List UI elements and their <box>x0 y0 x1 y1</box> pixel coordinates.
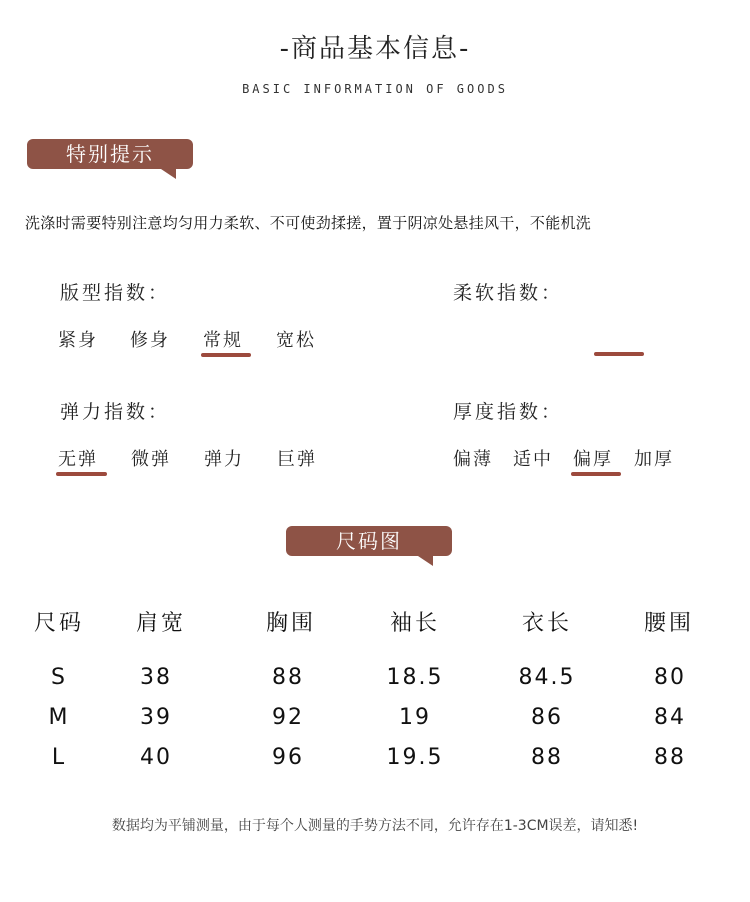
elasticity-selected-underline <box>56 472 107 476</box>
size-table-cell: 19.5 <box>386 745 444 770</box>
size-table-header: 腰围 <box>643 611 694 636</box>
thickness-option-selected: 偏厚 <box>573 449 613 470</box>
size-table-cell: 96 <box>272 745 304 770</box>
fit-option: 修身 <box>130 330 170 351</box>
notice-badge-tail <box>158 167 176 179</box>
size-table-header: 胸围 <box>265 611 316 636</box>
elasticity-option-selected: 无弹 <box>58 449 98 470</box>
size-chart-badge <box>286 526 452 556</box>
size-table-cell: 84 <box>654 705 686 730</box>
size-chart-badge-label: 尺码图 <box>336 529 402 553</box>
notice-badge <box>27 139 193 169</box>
size-table-header: 尺码 <box>33 611 84 636</box>
measurement-footnote: 数据均为平铺测量，由于每个人测量的手势方法不同，允许存在1-3CM误差，请知悉! <box>111 818 639 834</box>
size-table-cell: S <box>51 665 67 690</box>
size-table-header: 衣长 <box>521 611 572 636</box>
page-subtitle: BASIC INFORMATION OF GOODS <box>242 82 508 96</box>
size-table-cell: 39 <box>140 705 172 730</box>
elasticity-option: 巨弹 <box>277 449 317 470</box>
size-table-cell: 86 <box>531 705 563 730</box>
elasticity-option: 微弹 <box>131 449 171 470</box>
thickness-index-label: 厚度指数： <box>453 401 564 423</box>
elasticity-index-label: 弹力指数： <box>60 401 171 423</box>
thickness-selected-underline <box>571 472 621 476</box>
size-table-cell: 84.5 <box>518 665 576 690</box>
size-table-cell: 88 <box>531 745 563 770</box>
thickness-option: 偏薄 <box>453 449 493 470</box>
notice-badge-label: 特别提示 <box>66 142 154 166</box>
fit-option: 紧身 <box>58 330 98 351</box>
fit-selected-underline <box>201 353 251 357</box>
thickness-option: 适中 <box>513 449 553 470</box>
care-notice: 洗涤时需要特别注意均匀用力柔软、不可使劲揉搓，置于阴凉处悬挂风干，不能机洗 <box>25 214 592 232</box>
thickness-option: 加厚 <box>634 449 674 470</box>
softness-index-label: 柔软指数： <box>453 282 564 304</box>
size-chart-badge-tail <box>415 554 433 566</box>
elasticity-option: 弹力 <box>204 449 244 470</box>
size-table-cell: L <box>51 745 67 770</box>
size-table-cell: 38 <box>140 665 172 690</box>
fit-option: 宽松 <box>276 330 316 351</box>
size-table-cell: 40 <box>140 745 172 770</box>
size-table-header: 肩宽 <box>135 611 186 636</box>
size-table-header: 袖长 <box>389 611 440 636</box>
size-table-cell: 19 <box>399 705 431 730</box>
size-table-cell: 18.5 <box>386 665 444 690</box>
page-title: -商品基本信息- <box>279 34 471 64</box>
size-table-cell: 88 <box>654 745 686 770</box>
fit-option-selected: 常规 <box>203 330 243 351</box>
size-table-cell: 88 <box>272 665 304 690</box>
softness-selected-underline <box>594 352 644 356</box>
size-table-cell: M <box>48 705 70 730</box>
fit-index-label: 版型指数： <box>60 282 171 304</box>
size-table-cell: 80 <box>654 665 686 690</box>
size-table-cell: 92 <box>272 705 304 730</box>
